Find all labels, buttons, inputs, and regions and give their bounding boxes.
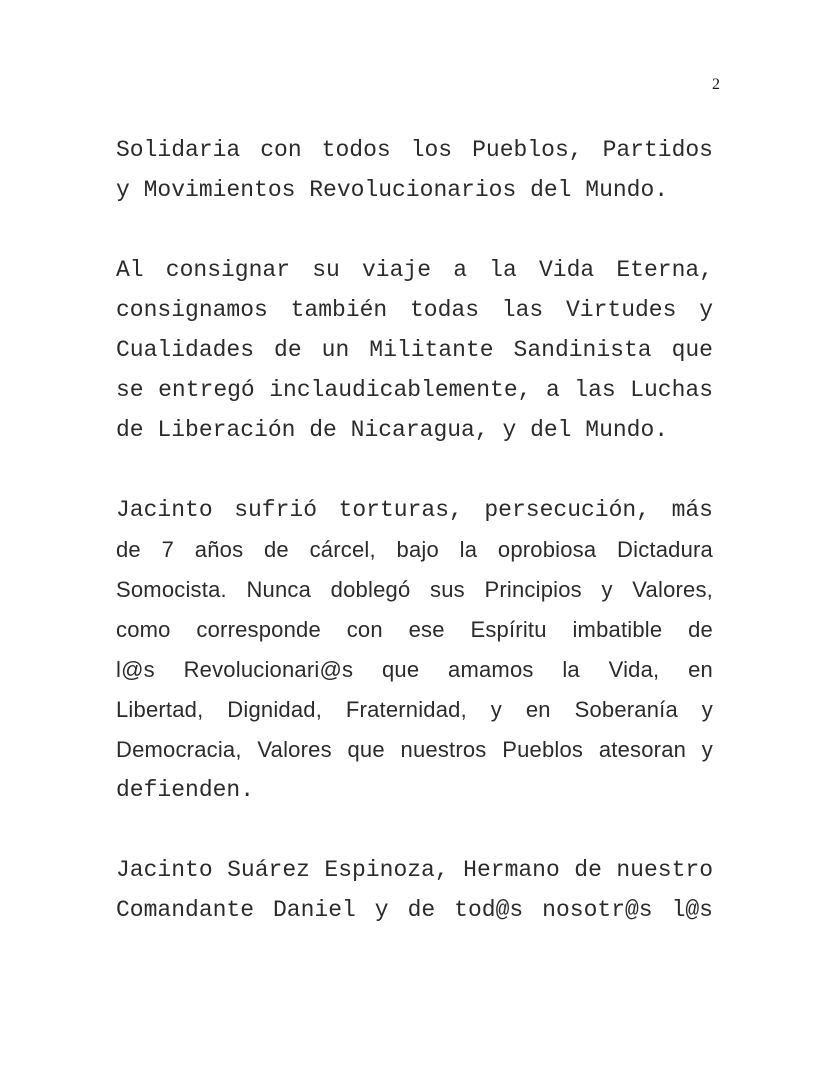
text-line: se entregó inclaudicablemente, a las Luchas <box>116 377 713 403</box>
text-line: y Movimientos Revolucionarios del Mundo. <box>116 177 669 203</box>
text-line: Jacinto sufrió torturas, persecución, más <box>116 497 713 523</box>
document-body <box>116 130 713 970</box>
text-line: defienden. <box>116 777 255 803</box>
text-line: Jacinto Suárez Espinoza, Hermano de nuestro <box>116 857 713 883</box>
paragraph-3 <box>116 490 713 810</box>
text-line: como corresponde con ese Espíritu imbatible de <box>116 617 713 642</box>
paragraph-1 <box>116 130 713 210</box>
page-number: 2 <box>712 76 720 93</box>
text-line: de 7 años de cárcel, bajo la oprobiosa Dictadura <box>116 537 713 562</box>
text-line: Democracia, Valores que nuestros Pueblos atesoran y <box>116 737 713 762</box>
text-line: Cualidades de un Militante Sandinista que <box>116 337 713 363</box>
paragraph-2 <box>116 250 713 450</box>
text-line: Solidaria con todos los Pueblos, Partidos <box>116 137 713 163</box>
paragraph-4 <box>116 850 713 930</box>
text-line: de Liberación de Nicaragua, y del Mundo. <box>116 417 669 443</box>
text-line: consignamos también todas las Virtudes y <box>116 297 713 323</box>
text-line: Somocista. Nunca doblegó sus Principios y Valores, <box>116 577 713 602</box>
text-line: Libertad, Dignidad, Fraternidad, y en Soberanía y <box>116 697 713 722</box>
text-line: Al consignar su viaje a la Vida Eterna, <box>116 257 713 283</box>
text-line: Comandante Daniel y de tod@s nosotr@s l@s <box>116 897 713 923</box>
text-line: l@s Revolucionari@s que amamos la Vida, en <box>116 657 713 682</box>
